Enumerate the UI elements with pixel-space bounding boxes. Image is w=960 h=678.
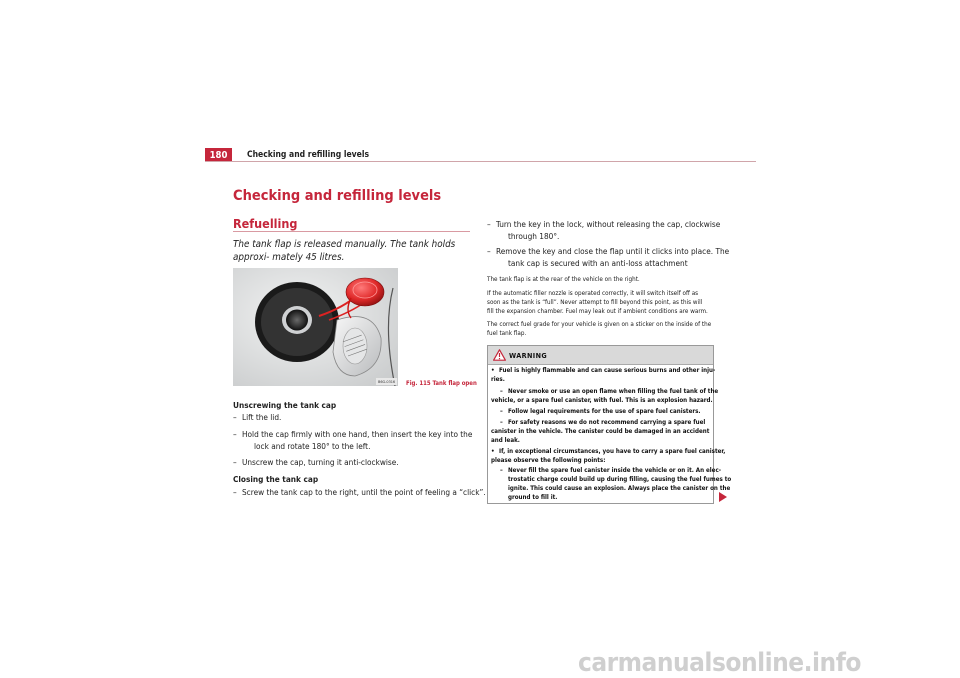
figure-caption: Fig. 115 Tank flap open (406, 380, 477, 387)
warning-box (487, 345, 732, 504)
warning-line: Never fill the spare fuel canister inside the vehicle or on it. An elec- (508, 467, 722, 474)
warning-line: For safety reasons we do not recommend carrying a spare fuel (508, 419, 706, 426)
bullet: • (491, 367, 495, 374)
unscrewing-heading: Unscrewing the tank cap (233, 400, 337, 410)
bullet: • (491, 448, 495, 455)
dash: – (500, 419, 503, 426)
dash: – (500, 467, 503, 474)
warning-line: If, in exceptional circumstances, you have to carry a spare fuel canister, (499, 448, 726, 455)
watermark: carmanualsonline.info (578, 648, 861, 678)
note-line: If the automatic filler nozzle is operated correctly, it will switch itself off as (487, 290, 699, 297)
tank-flap-drawing (233, 268, 398, 386)
note-line: soon as the tank is “full”. Never attempt to fill beyond this point, as this will (487, 299, 703, 306)
section-title: Refuelling (233, 216, 298, 231)
warning-line: and leak. (491, 437, 520, 444)
note-line: fill the expansion chamber. Fuel may leak out if ambient conditions are warm. (487, 308, 708, 315)
warning-line: Fuel is highly flammable and can cause serious burns and other inju- (499, 367, 716, 374)
figure-code: B6G-0316 (378, 379, 396, 384)
dash: – (233, 412, 237, 422)
warning-line: Follow legal requirements for the use of spare fuel canisters. (508, 408, 701, 415)
tank-flap-illustration (233, 268, 398, 386)
section-divider (233, 231, 470, 232)
note-line: The correct fuel grade for your vehicle is given on a sticker on the inside of the (487, 321, 712, 328)
header-divider (205, 161, 756, 162)
warning-line: please observe the following points: (491, 457, 606, 464)
warning-triangle-icon (493, 349, 506, 361)
page-number: 180 (205, 148, 232, 162)
warning-line: trostatic charge could build up during filling, causing the fuel fumes to (508, 476, 732, 483)
section-intro: The tank flap is released manually. The tank holds approxi- mately 45 litres. (233, 239, 456, 263)
closing-heading: Closing the tank cap (233, 474, 319, 484)
running-title: Checking and refilling levels (247, 150, 370, 160)
continue-arrow-icon (719, 492, 727, 502)
note-line: fuel tank flap. (487, 330, 527, 337)
warning-line: ground to fill it. (508, 494, 558, 501)
warning-line: ries. (491, 376, 505, 383)
note-line: The tank flap is at the rear of the vehicle on the right. (487, 276, 640, 283)
warning-line: ignite. This could cause an explosion. Always place the canister on the (508, 485, 731, 492)
warning-line: Never smoke or use an open flame when filling the fuel tank of the (508, 388, 719, 395)
warning-header (488, 346, 713, 365)
warning-line: canister in the vehicle. The canister could be damaged in an accident (491, 428, 710, 435)
dash: – (500, 388, 503, 395)
warning-line: vehicle, or a spare fuel canister, with fuel. This is an explosion hazard. (491, 397, 713, 404)
warning-label: WARNING (509, 351, 548, 360)
dash: – (500, 408, 503, 415)
chapter-title: Checking and refilling levels (233, 188, 442, 204)
